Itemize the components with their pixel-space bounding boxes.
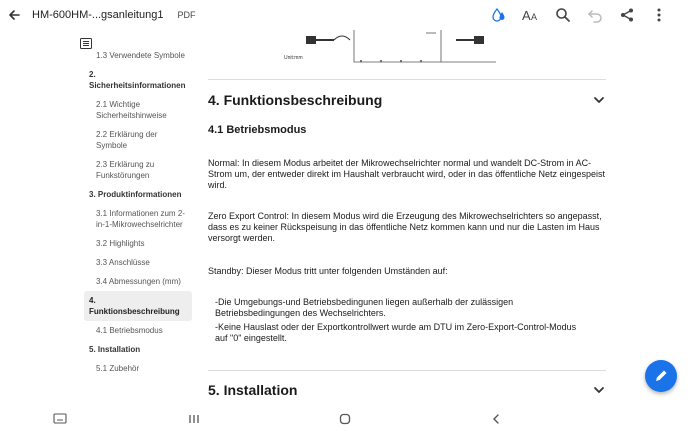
document-content	[196, 30, 690, 408]
toc-item[interactable]: 3.2 Highlights	[96, 239, 145, 248]
edit-fab-button[interactable]	[645, 360, 677, 392]
toc-item-active[interactable]: 4. Funktionsbeschreibung	[84, 291, 192, 321]
bullet-item: -Keine Hauslast oder der Exportkontrollwert wurde am DTU im Zero-Export-Control-Modus auf "0" eingestellt.	[215, 322, 577, 343]
keyboard-icon	[53, 413, 67, 425]
toc-item[interactable]: 5. Installation	[89, 345, 141, 354]
toc-item[interactable]: 2. Sicherheitsinformationen	[89, 70, 186, 90]
home-icon	[339, 413, 351, 425]
recent-apps-button[interactable]	[184, 410, 204, 428]
document-title: HM-600HM-...gsanleitung1	[32, 9, 164, 21]
toc-item[interactable]: 2.2 Erklärung der Symbole	[96, 130, 158, 150]
paragraph-zero-export: Zero Export Control: In diesem Modus wird die Erzeugung des Mikrowechselrichters so angepasst, dass es zu keiner Rückspeisung in das öffentliche Netz kommen kann und nur die Lasten im Haus versorgt werden.	[208, 211, 602, 243]
more-icon[interactable]	[650, 6, 668, 24]
subsection-title: 4.1 Betriebsmodus	[208, 124, 307, 136]
pencil-icon	[654, 369, 668, 383]
text-size-icon[interactable]	[522, 6, 540, 24]
home-button[interactable]	[335, 410, 355, 428]
svg-text:A: A	[522, 8, 531, 23]
nav-back-button[interactable]	[486, 410, 506, 428]
toolbar	[490, 0, 668, 30]
diagram-unit-label: Unit:mm	[284, 55, 303, 61]
format-badge: PDF	[177, 10, 196, 20]
toc-item[interactable]: 4.1 Betriebsmodus	[96, 326, 163, 335]
toc-item[interactable]: 3.3 Anschlüsse	[96, 258, 150, 267]
bullet-item: -Die Umgebungs-und Betriebsbedingunen liegen außerhalb der zulässigen Betriebsbedingungen des Wechselrichters.	[215, 297, 514, 318]
back-arrow-icon	[7, 8, 21, 22]
nav-back-icon	[490, 413, 502, 425]
toc-item[interactable]: 5.1 Zubehör	[96, 364, 140, 373]
contrast-icon[interactable]	[490, 6, 508, 24]
undo-icon[interactable]	[586, 6, 604, 24]
toc-item[interactable]: 3.1 Informationen zum 2-in-1-Mikrowechselrichter	[96, 209, 185, 229]
search-icon[interactable]	[554, 6, 572, 24]
toc-item[interactable]: 2.1 Wichtige Sicherheitshinweise	[96, 100, 167, 120]
svg-text:A: A	[531, 12, 538, 22]
chevron-down-icon[interactable]	[592, 383, 606, 397]
toc-sidebar	[0, 30, 196, 408]
system-navbar	[0, 408, 690, 431]
toc-list	[84, 52, 192, 378]
section-divider	[208, 370, 606, 371]
paragraph-standby: Standby: Dieser Modus tritt unter folgenden Umständen auf:	[208, 266, 448, 276]
toc-item[interactable]: 3.4 Abmessungen (mm)	[96, 277, 181, 286]
toc-item[interactable]: 1.3 Verwendete Symbole	[96, 51, 185, 60]
section-divider	[208, 79, 606, 80]
toc-item[interactable]: 2.3 Erklärung zu Funkstörungen	[96, 160, 155, 180]
keyboard-button[interactable]	[50, 410, 70, 428]
dimension-diagram	[276, 30, 496, 70]
section-4-title[interactable]: 4. Funktionsbeschreibung	[208, 92, 383, 108]
share-icon[interactable]	[618, 6, 636, 24]
chevron-down-icon[interactable]	[592, 93, 606, 107]
back-button[interactable]	[0, 0, 28, 30]
paragraph-normal: Normal: In diesem Modus arbeitet der Mikrowechselrichter normal und wandelt DC-Strom in AC-Strom um, der entweder direkt im Haushalt verbraucht wird, oder in das öffentliche Netz eingespeist wird.	[208, 158, 606, 190]
toc-item[interactable]: 3. Produktinformationen	[89, 190, 182, 199]
recent-apps-icon	[188, 413, 200, 425]
section-5-title[interactable]: 5. Installation	[208, 382, 298, 398]
